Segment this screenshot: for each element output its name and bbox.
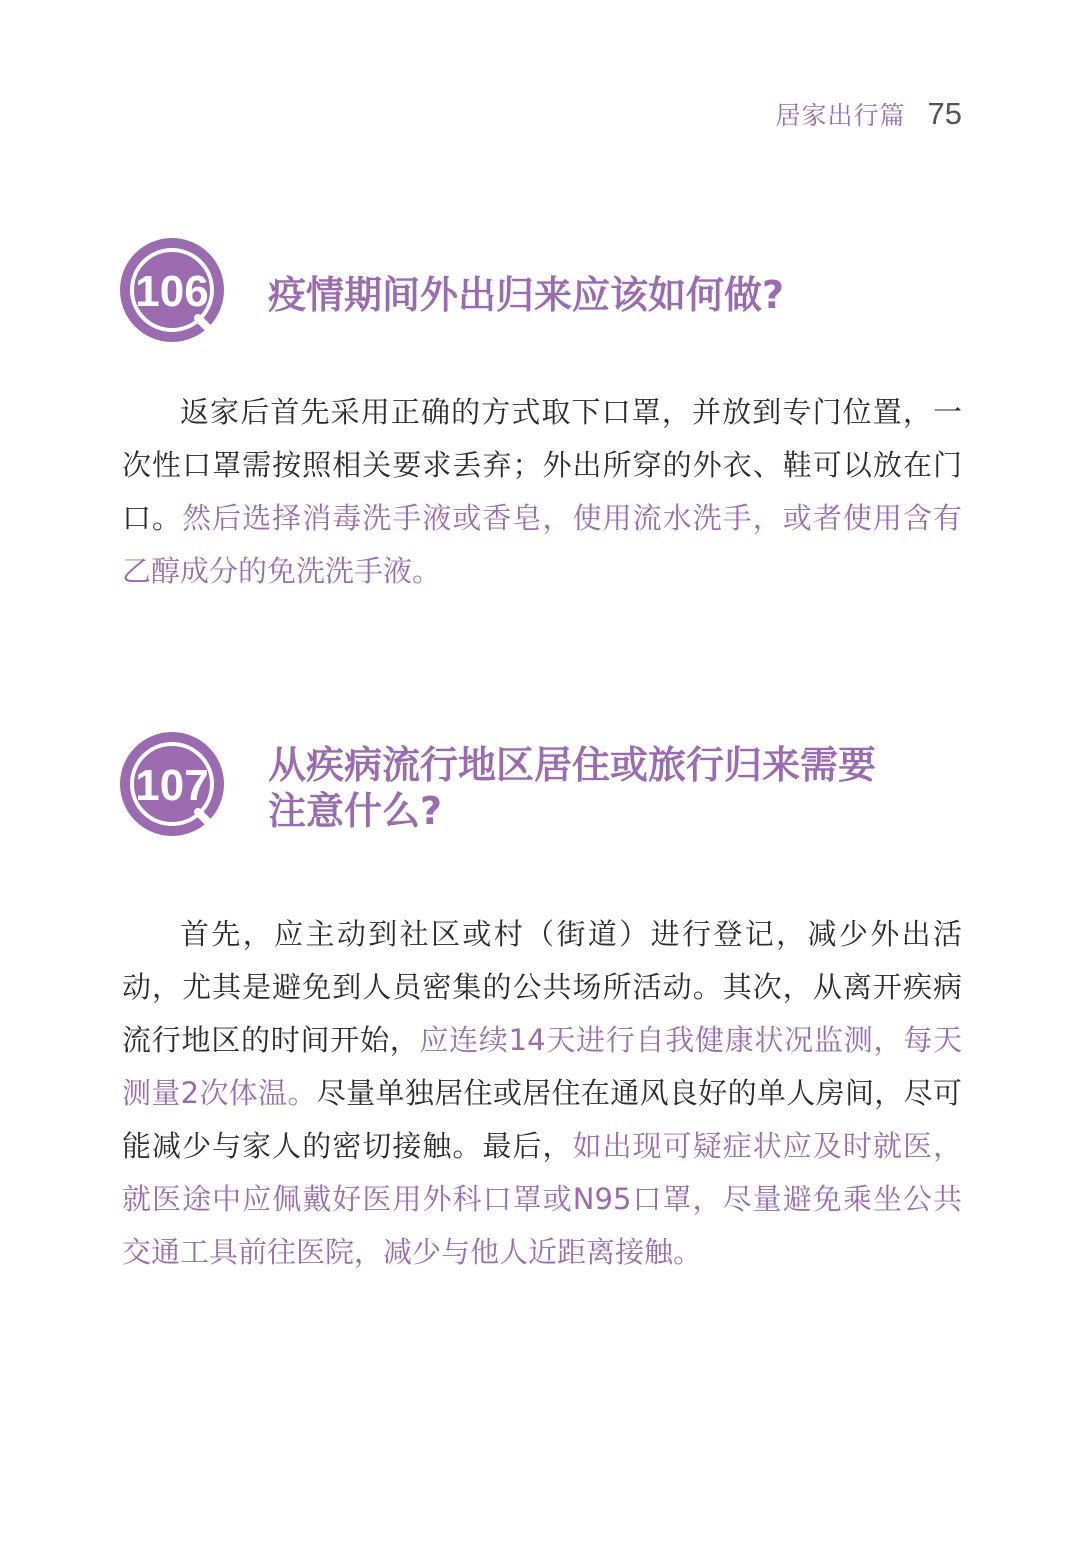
- answer-text: [122, 908, 962, 1279]
- answer-plain: 尽量单独居住或居住在通风良好的单人房间，尽可能减少与家人的密切接触。最后，: [122, 1076, 962, 1163]
- section-name: 居家出行篇: [775, 101, 906, 130]
- question-number-badge: [118, 238, 230, 350]
- answer-text: [122, 386, 962, 598]
- question-title: [268, 742, 968, 834]
- answer-highlight: 如出现可疑症状应及时就医，就医途中应佩戴好医用外科口罩或N95口罩，尽量避免乘坐公共交通工具前往医院，减少与他人近距离接触。: [122, 1129, 962, 1269]
- magnifier-q-icon: [118, 732, 230, 844]
- magnifier-q-icon: [118, 238, 230, 350]
- question-header: [0, 238, 1080, 358]
- question-title-line-1: 从疾病流行地区居住或旅行归来需要: [268, 743, 877, 787]
- answer-highlight: 应连续14天进行自我健康状况监测，每天测量2次体温。: [122, 1023, 962, 1110]
- question-title-line-2: 注意什么?: [268, 789, 443, 833]
- page-number: 75: [927, 96, 962, 131]
- question-number: 107: [135, 761, 209, 810]
- question-107: [0, 732, 1080, 1269]
- answer-plain: 首先，应主动到社区或村（街道）进行登记，减少外出活动，尤其是避免到人员密集的公共场所活动。其次，从离开疾病流行地区的时间开始，: [122, 917, 962, 1057]
- answer-plain: 返家后首先采用正确的方式取下口罩，并放到专门位置，一次性口罩需按照相关要求丢弃；外出所穿的外衣、鞋可以放在门口。: [122, 395, 962, 535]
- answer-highlight: 然后选择消毒洗手液或香皂，使用流水洗手，或者使用含有乙醇成分的免洗洗手液。: [122, 501, 962, 588]
- question-number: 106: [135, 267, 209, 316]
- question-106: [0, 238, 1080, 588]
- question-header: [0, 732, 1080, 852]
- question-number-badge: [118, 732, 230, 844]
- running-head: [776, 96, 963, 132]
- question-title: 疫情期间外出归来应该如何做?: [268, 273, 785, 317]
